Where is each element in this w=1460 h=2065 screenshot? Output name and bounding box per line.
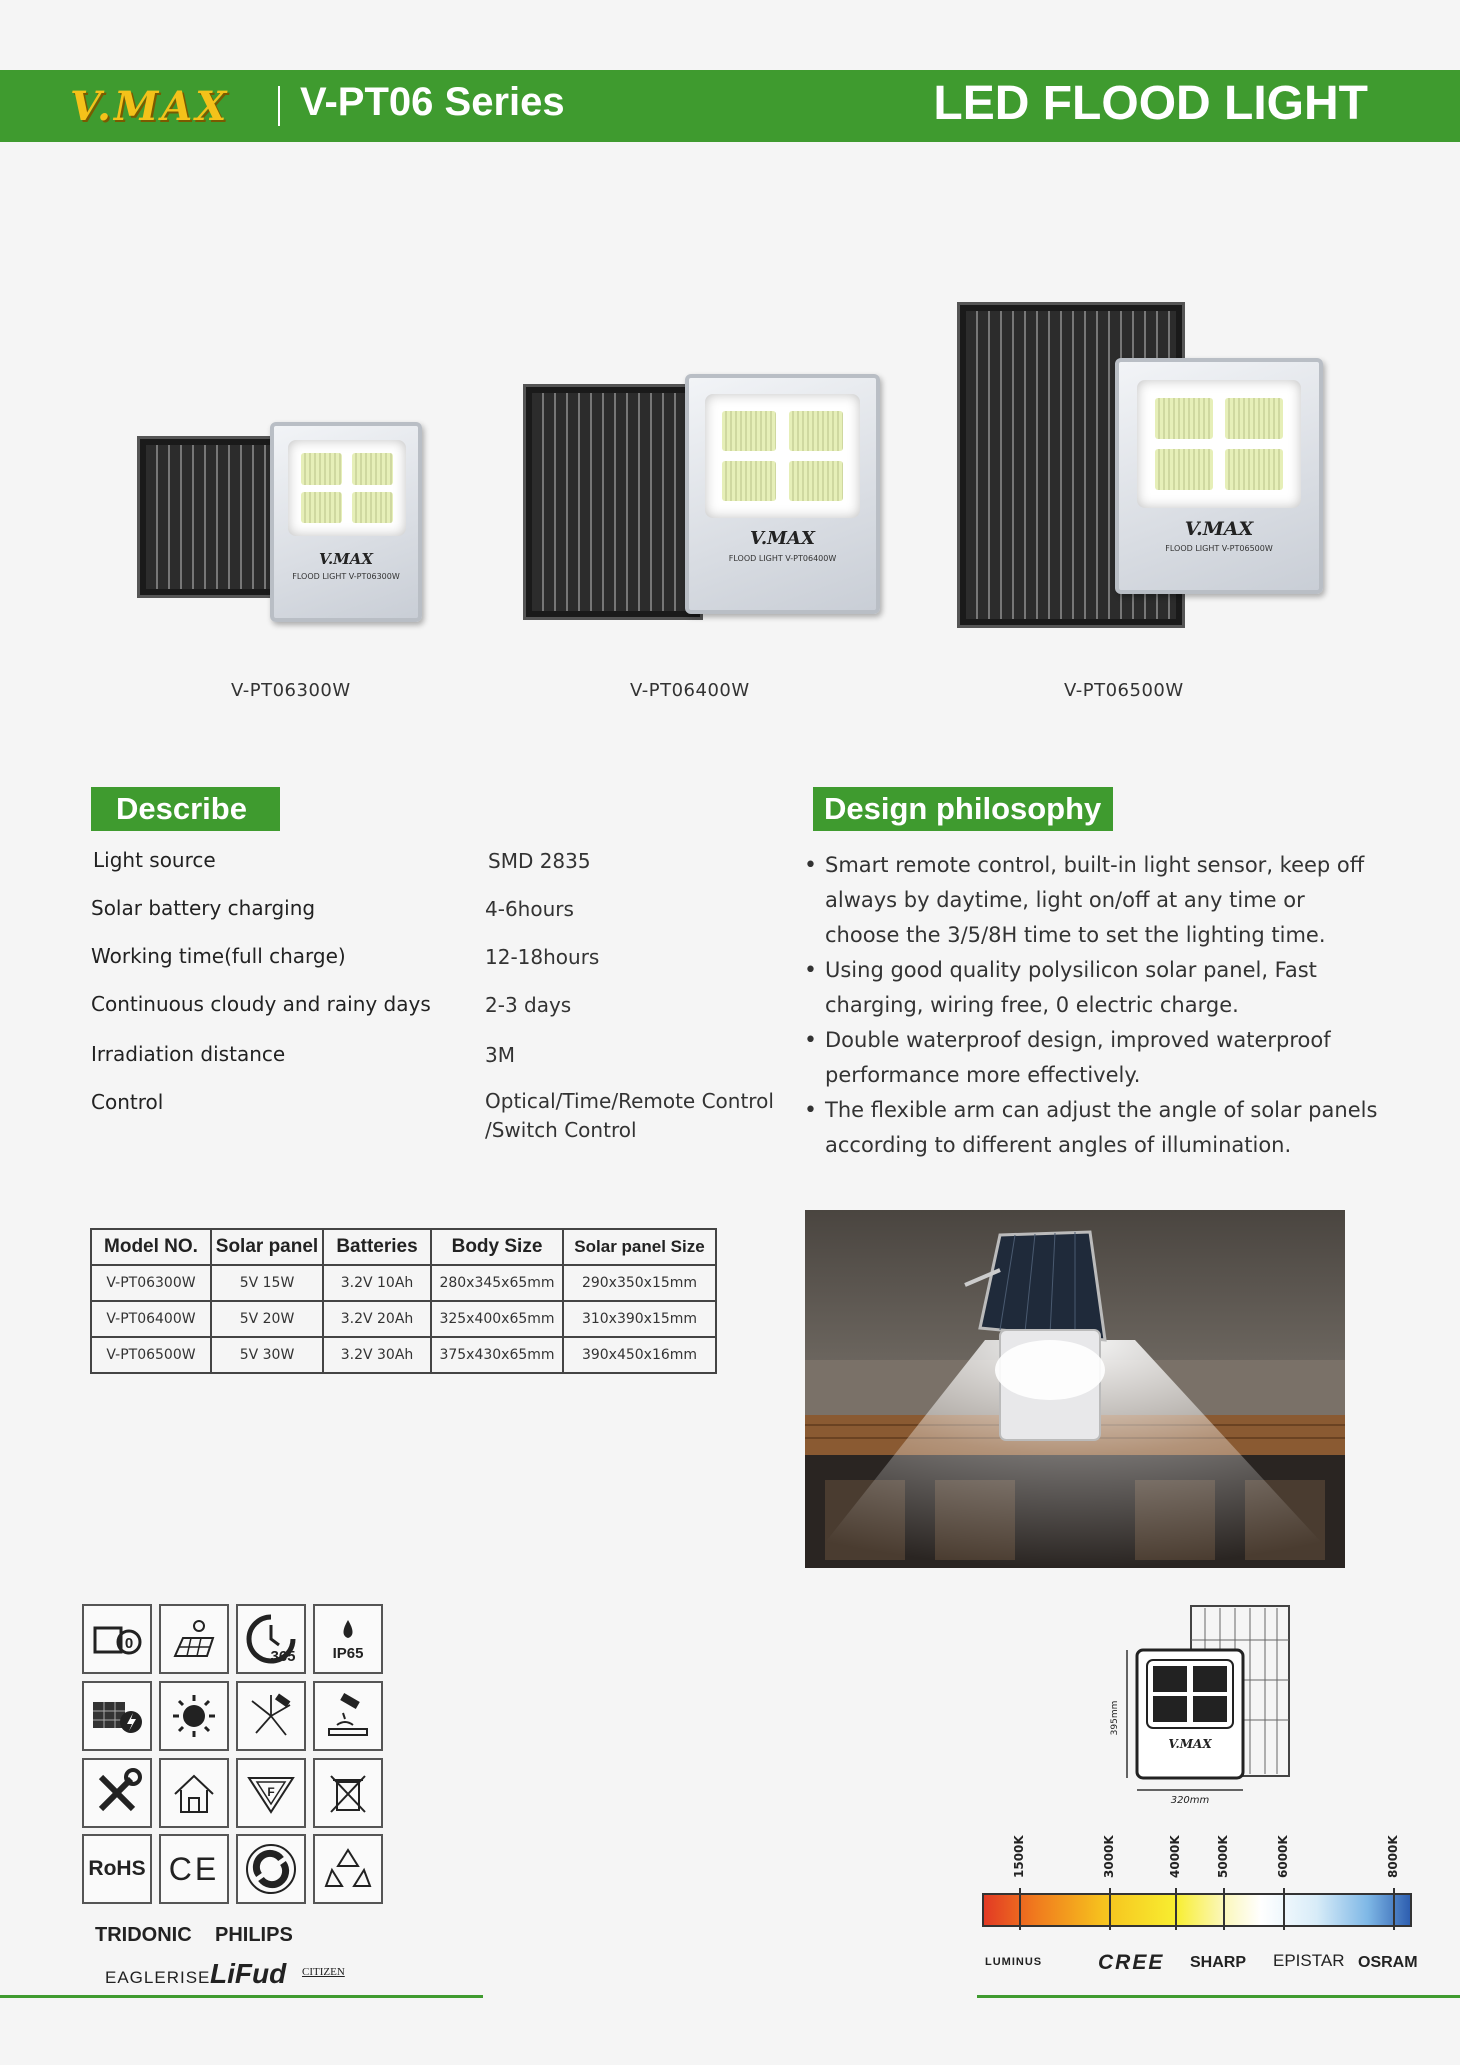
table-header-row <box>91 1229 716 1265</box>
design-bullet-list <box>800 848 1380 1163</box>
table-header-cell: Model NO. <box>91 1229 211 1265</box>
spec-value-cloudy-days: 2-3 days <box>485 993 572 1017</box>
spec-label-cloudy-days: Continuous cloudy and rainy days <box>91 992 431 1016</box>
table-cell: 3.2V 10Ah <box>323 1265 431 1301</box>
table-cell: 5V 30W <box>211 1337 323 1373</box>
spec-label-charging: Solar battery charging <box>91 896 316 920</box>
svg-text:IP65: IP65 <box>332 1645 364 1662</box>
spec-value-control-2: /Switch Control <box>485 1118 637 1142</box>
color-temp-tick <box>1109 1888 1111 1930</box>
header-divider <box>278 86 280 126</box>
solar-charging-icon <box>82 1681 152 1751</box>
flood-light-image <box>685 374 880 614</box>
brand-eaglerise: EAGLERISE <box>105 1968 211 1987</box>
spec-value-charging: 4-6hours <box>485 897 574 921</box>
installation-photo <box>805 1210 1345 1568</box>
brand-luminus: LUMINUS <box>985 1956 1043 1968</box>
color-temp-label-4000k: 4000K <box>1168 1835 1182 1878</box>
color-temp-label-8000k: 8000K <box>1386 1835 1400 1878</box>
color-temp-tick <box>1283 1888 1285 1930</box>
zero-cost-icon <box>82 1604 152 1674</box>
flood-light-image <box>1115 358 1323 594</box>
design-bullet: • Using good quality polysilicon solar panel, Fast charging, wiring free, 0 electric charge. <box>800 953 1380 1023</box>
clock-365-icon <box>236 1604 306 1674</box>
svg-text:320mm: 320mm <box>1170 1795 1210 1806</box>
rohs-icon: RoHS <box>82 1834 152 1904</box>
color-temp-tick <box>1223 1888 1225 1930</box>
table-cell: V-PT06300W <box>91 1265 211 1301</box>
product-v-pt06400w <box>495 370 890 630</box>
describe-heading: Describe <box>91 787 280 831</box>
product-caption: V-PT06300W <box>231 680 351 701</box>
color-temp-label-1500k: 1500K <box>1012 1835 1026 1878</box>
model-spec-table <box>90 1228 717 1374</box>
impact-resistant-icon <box>236 1681 306 1751</box>
brand-citizen: CITIZEN <box>302 1966 345 1978</box>
footer-rule-left <box>0 1995 483 1998</box>
table-header-cell: Batteries <box>323 1229 431 1265</box>
brand-cree: CREE <box>1098 1951 1165 1974</box>
solar-panel-image <box>523 384 703 620</box>
design-bullet: • The flexible arm can adjust the angle of solar panels according to different angles of illumination. <box>800 1093 1380 1163</box>
design-bullet: • Double waterproof design, improved waterproof performance more effectively. <box>800 1023 1380 1093</box>
solar-panel-icon <box>159 1604 229 1674</box>
spec-label-light-source: Light source <box>93 848 216 872</box>
house-icon <box>159 1758 229 1828</box>
table-header-cell: Solar panel <box>211 1229 323 1265</box>
dimension-diagram <box>1105 1600 1315 1815</box>
design-philosophy-heading: Design philosophy <box>813 787 1113 831</box>
table-cell: 280x345x65mm <box>431 1265 563 1301</box>
color-temp-tick <box>1393 1888 1395 1930</box>
flood-label-text: FLOOD LIGHT V-PT06500W <box>1165 544 1273 553</box>
flood-label-brand: V.MAX <box>1184 518 1254 540</box>
header-bar <box>0 70 1460 142</box>
brand-logo-text: V.MAX <box>70 82 230 130</box>
color-temp-tick <box>1175 1888 1177 1930</box>
table-row <box>91 1265 716 1301</box>
table-cell: 290x350x15mm <box>563 1265 716 1301</box>
brand-epistar: EPISTAR <box>1273 1951 1345 1970</box>
solar-panel-image <box>137 436 287 598</box>
brand-philips: PHILIPS <box>215 1924 293 1946</box>
spec-value-irradiation: 3M <box>485 1043 515 1067</box>
table-cell: 310x390x15mm <box>563 1301 716 1337</box>
brand-logo <box>70 78 229 134</box>
product-caption: V-PT06500W <box>1064 680 1184 701</box>
color-temp-label-6000k: 6000K <box>1276 1835 1290 1878</box>
table-row <box>91 1337 716 1373</box>
spec-label-working-time: Working time(full charge) <box>91 944 346 968</box>
product-v-pt06500w <box>925 300 1325 635</box>
table-row <box>91 1301 716 1337</box>
table-cell: V-PT06500W <box>91 1337 211 1373</box>
color-temp-label-3000k: 3000K <box>1102 1835 1116 1878</box>
footer-rule-right <box>977 1995 1460 1998</box>
flood-light-image <box>270 422 422 622</box>
ce-icon: CE <box>159 1834 229 1904</box>
svg-text:0: 0 <box>124 1635 134 1652</box>
table-header-cell: Solar panel Size <box>563 1229 716 1265</box>
flood-label-brand: V.MAX <box>318 550 374 568</box>
table-cell: 5V 15W <box>211 1265 323 1301</box>
svg-text:F: F <box>267 1785 275 1799</box>
brand-osram: OSRAM <box>1358 1954 1418 1971</box>
series-title: V-PT06 Series <box>300 80 565 124</box>
table-cell: 3.2V 30Ah <box>323 1337 431 1373</box>
table-cell: 325x400x65mm <box>431 1301 563 1337</box>
table-header-cell: Body Size <box>431 1229 563 1265</box>
table-cell: 390x450x16mm <box>563 1337 716 1373</box>
flood-label-brand: V.MAX <box>750 528 815 549</box>
brand-tridonic: TRIDONIC <box>95 1924 192 1946</box>
spec-value-working-time: 12-18hours <box>485 945 600 969</box>
svg-text:395mm: 395mm <box>1110 1700 1120 1736</box>
color-temp-label-5000k: 5000K <box>1216 1835 1230 1878</box>
color-temperature-bar <box>982 1893 1412 1927</box>
product-v-pt06300w <box>125 420 435 630</box>
spec-label-irradiation: Irradiation distance <box>91 1042 286 1066</box>
ip65-icon <box>313 1604 383 1674</box>
brand-sharp: SHARP <box>1190 1954 1247 1971</box>
spec-value-control: Optical/Time/Remote Control <box>485 1089 774 1113</box>
product-caption: V-PT06400W <box>630 680 750 701</box>
table-cell: 3.2V 20Ah <box>323 1301 431 1337</box>
spec-label-control: Control <box>91 1090 164 1114</box>
table-cell: 375x430x65mm <box>431 1337 563 1373</box>
recycle-icon <box>313 1834 383 1904</box>
brand-lifud: LiFud <box>210 1958 287 1989</box>
corrosion-resistant-icon <box>313 1681 383 1751</box>
table-cell: 5V 20W <box>211 1301 323 1337</box>
green-cycle-icon <box>236 1834 306 1904</box>
spec-value-light-source: SMD 2835 <box>488 849 591 873</box>
design-bullet: • Smart remote control, built-in light sensor, keep off always by daytime, light on/off at any time or choose the 3/5/8H time to set the lighting time. <box>800 848 1380 953</box>
table-cell: V-PT06400W <box>91 1301 211 1337</box>
sun-day-icon <box>159 1681 229 1751</box>
category-title: LED FLOOD LIGHT <box>933 77 1368 130</box>
color-temp-tick <box>1019 1888 1021 1930</box>
diamond-f-icon <box>236 1758 306 1828</box>
no-waste-bin-icon <box>313 1758 383 1828</box>
flood-label-text: FLOOD LIGHT V-PT06400W <box>728 554 837 563</box>
flood-label-text: FLOOD LIGHT V-PT06300W <box>292 572 400 581</box>
tools-icon <box>82 1758 152 1828</box>
svg-text:V.MAX: V.MAX <box>1168 1737 1212 1751</box>
svg-text:365: 365 <box>270 1648 296 1665</box>
